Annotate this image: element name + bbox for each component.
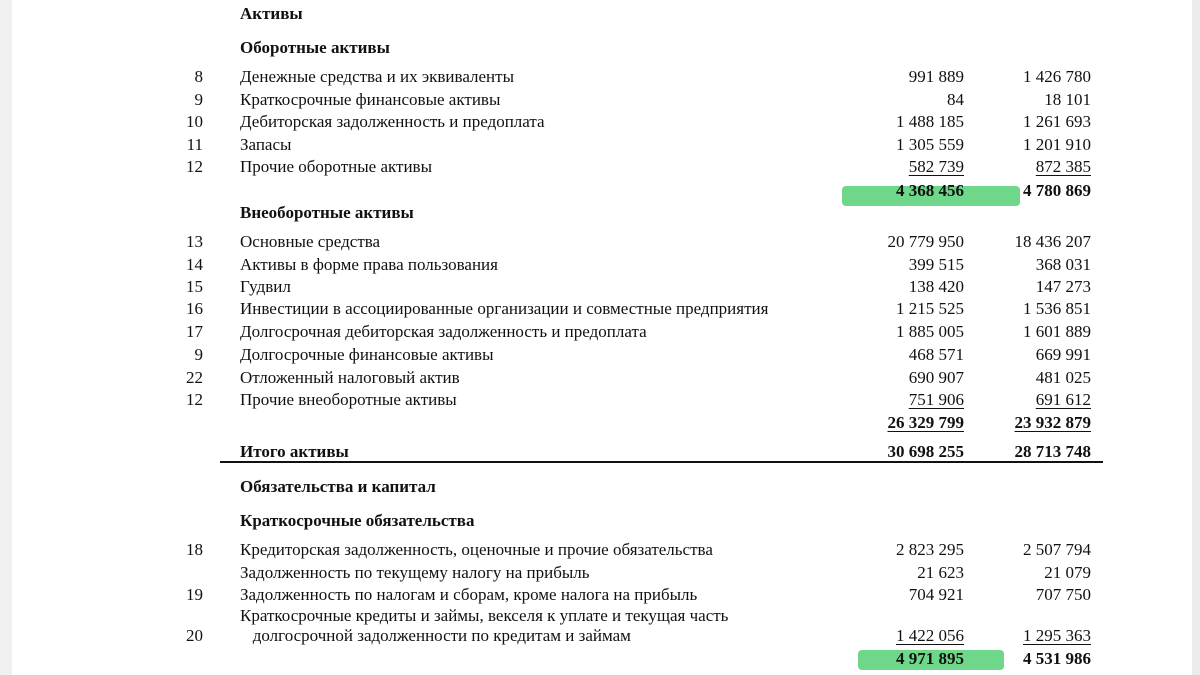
section-heading bbox=[0, 476, 1200, 498]
value-current-year: 84 bbox=[947, 90, 964, 109]
value-prior-year: 707 750 bbox=[1035, 585, 1091, 604]
value-prior-year: 368 031 bbox=[1035, 255, 1091, 274]
table-row bbox=[0, 562, 1200, 584]
note-number: 17 bbox=[186, 322, 203, 341]
value-current-year: 1 885 005 bbox=[896, 322, 964, 341]
note-number: 15 bbox=[186, 277, 203, 296]
note-number: 11 bbox=[186, 135, 203, 154]
row-label: Активы в форме права пользования bbox=[240, 255, 498, 274]
value-current-year: 991 889 bbox=[908, 67, 964, 86]
table-row bbox=[0, 367, 1200, 389]
table-row bbox=[0, 89, 1200, 111]
note-number: 9 bbox=[194, 90, 203, 109]
value-prior-year: 691 612 bbox=[1035, 390, 1091, 409]
grand-total-row bbox=[0, 441, 1200, 463]
table-row bbox=[0, 134, 1200, 156]
row-label: Обязательства и капитал bbox=[240, 477, 436, 496]
table-row bbox=[0, 66, 1200, 88]
table-row bbox=[0, 389, 1200, 411]
table-row bbox=[0, 111, 1200, 133]
table-row bbox=[0, 344, 1200, 366]
row-label: Итого активы bbox=[240, 442, 349, 461]
row-label: Активы bbox=[240, 4, 303, 23]
value-prior-year: 872 385 bbox=[1035, 157, 1091, 176]
value-prior-year: 1 601 889 bbox=[1023, 322, 1091, 341]
row-label: Краткосрочные обязательства bbox=[240, 511, 475, 530]
note-number: 18 bbox=[186, 540, 203, 559]
section-heading bbox=[0, 510, 1200, 532]
row-label: долгосрочной задолженности по кредитам и займам bbox=[240, 626, 631, 645]
value-current-year: 1 215 525 bbox=[896, 299, 964, 318]
row-label: Кредиторская задолженность, оценочные и прочие обязательства bbox=[240, 540, 713, 559]
value-prior-year: 1 536 851 bbox=[1023, 299, 1091, 318]
value-current-year: 582 739 bbox=[908, 157, 964, 176]
value-prior-year: 18 101 bbox=[1044, 90, 1091, 109]
note-number: 13 bbox=[186, 232, 203, 251]
value-prior-year: 1 261 693 bbox=[1023, 112, 1091, 131]
value-prior-year: 28 713 748 bbox=[1014, 442, 1091, 461]
row-label: Запасы bbox=[240, 135, 292, 154]
value-prior-year: 23 932 879 bbox=[1014, 413, 1091, 432]
note-number: 16 bbox=[186, 299, 203, 318]
row-label: Гудвил bbox=[240, 277, 291, 296]
value-prior-year: 669 991 bbox=[1035, 345, 1091, 364]
row-label: Краткосрочные финансовые активы bbox=[240, 90, 501, 109]
value-prior-year: 2 507 794 bbox=[1023, 540, 1091, 559]
value-current-year: 1 305 559 bbox=[896, 135, 964, 154]
value-current-year: 26 329 799 bbox=[887, 413, 964, 432]
value-current-year: 751 906 bbox=[908, 390, 964, 409]
row-label: Дебиторская задолженность и предоплата bbox=[240, 112, 545, 131]
note-number: 12 bbox=[186, 157, 203, 176]
value-prior-year: 1 426 780 bbox=[1023, 67, 1091, 86]
value-current-year: 21 623 bbox=[917, 563, 964, 582]
note-number: 20 bbox=[186, 626, 203, 645]
row-label: Отложенный налоговый актив bbox=[240, 368, 460, 387]
value-prior-year: 4 780 869 bbox=[1023, 181, 1091, 200]
value-prior-year: 4 531 986 bbox=[1023, 649, 1091, 668]
note-number: 9 bbox=[194, 345, 203, 364]
value-prior-year: 1 295 363 bbox=[1023, 626, 1091, 645]
value-current-year: 4 368 456 bbox=[896, 181, 964, 200]
table-row bbox=[0, 156, 1200, 178]
table-row bbox=[0, 625, 1200, 647]
row-label: Долгосрочные финансовые активы bbox=[240, 345, 494, 364]
row-label: Задолженность по налогам и сборам, кроме налога на прибыль bbox=[240, 585, 698, 604]
row-label: Прочие оборотные активы bbox=[240, 157, 433, 176]
value-current-year: 1 422 056 bbox=[896, 626, 964, 645]
row-label: Инвестиции в ассоциированные организации и совместные предприятия bbox=[240, 299, 769, 318]
value-current-year: 4 971 895 bbox=[896, 649, 964, 668]
value-current-year: 2 823 295 bbox=[896, 540, 964, 559]
value-current-year: 468 571 bbox=[908, 345, 964, 364]
value-current-year: 704 921 bbox=[908, 585, 964, 604]
row-label: Внеоборотные активы bbox=[240, 203, 414, 222]
table-row bbox=[0, 605, 1200, 627]
value-current-year: 138 420 bbox=[908, 277, 964, 296]
table-row bbox=[0, 231, 1200, 253]
table-row bbox=[0, 298, 1200, 320]
row-label: Задолженность по текущему налогу на прибыль bbox=[240, 563, 590, 582]
note-number: 8 bbox=[194, 67, 203, 86]
section-heading bbox=[0, 202, 1200, 224]
value-current-year: 30 698 255 bbox=[887, 442, 964, 461]
value-prior-year: 21 079 bbox=[1044, 563, 1091, 582]
note-number: 12 bbox=[186, 390, 203, 409]
row-label: Долгосрочная дебиторская задолженность и предоплата bbox=[240, 322, 647, 341]
subtotal-row bbox=[0, 412, 1200, 434]
value-prior-year: 481 025 bbox=[1035, 368, 1091, 387]
value-current-year: 690 907 bbox=[908, 368, 964, 387]
subtotal-row bbox=[0, 648, 1200, 670]
table-row bbox=[0, 254, 1200, 276]
note-number: 14 bbox=[186, 255, 203, 274]
value-current-year: 1 488 185 bbox=[896, 112, 964, 131]
table-row bbox=[0, 539, 1200, 561]
value-current-year: 20 779 950 bbox=[887, 232, 964, 251]
note-number: 10 bbox=[186, 112, 203, 131]
table-row bbox=[0, 276, 1200, 298]
row-label: Оборотные активы bbox=[240, 38, 390, 57]
value-prior-year: 147 273 bbox=[1035, 277, 1091, 296]
row-label: Основные средства bbox=[240, 232, 381, 251]
section-heading bbox=[0, 3, 1200, 25]
row-label: Прочие внеоборотные активы bbox=[240, 390, 457, 409]
note-number: 22 bbox=[186, 368, 203, 387]
value-current-year: 399 515 bbox=[908, 255, 964, 274]
subtotal-row bbox=[0, 180, 1200, 202]
value-prior-year: 18 436 207 bbox=[1014, 232, 1091, 251]
table-row bbox=[0, 321, 1200, 343]
row-label: Краткосрочные кредиты и займы, векселя к уплате и текущая часть bbox=[240, 606, 729, 625]
table-row bbox=[0, 584, 1200, 606]
note-number: 19 bbox=[186, 585, 203, 604]
row-label: Денежные средства и их эквиваленты bbox=[240, 67, 514, 86]
value-prior-year: 1 201 910 bbox=[1023, 135, 1091, 154]
section-heading bbox=[0, 37, 1200, 59]
